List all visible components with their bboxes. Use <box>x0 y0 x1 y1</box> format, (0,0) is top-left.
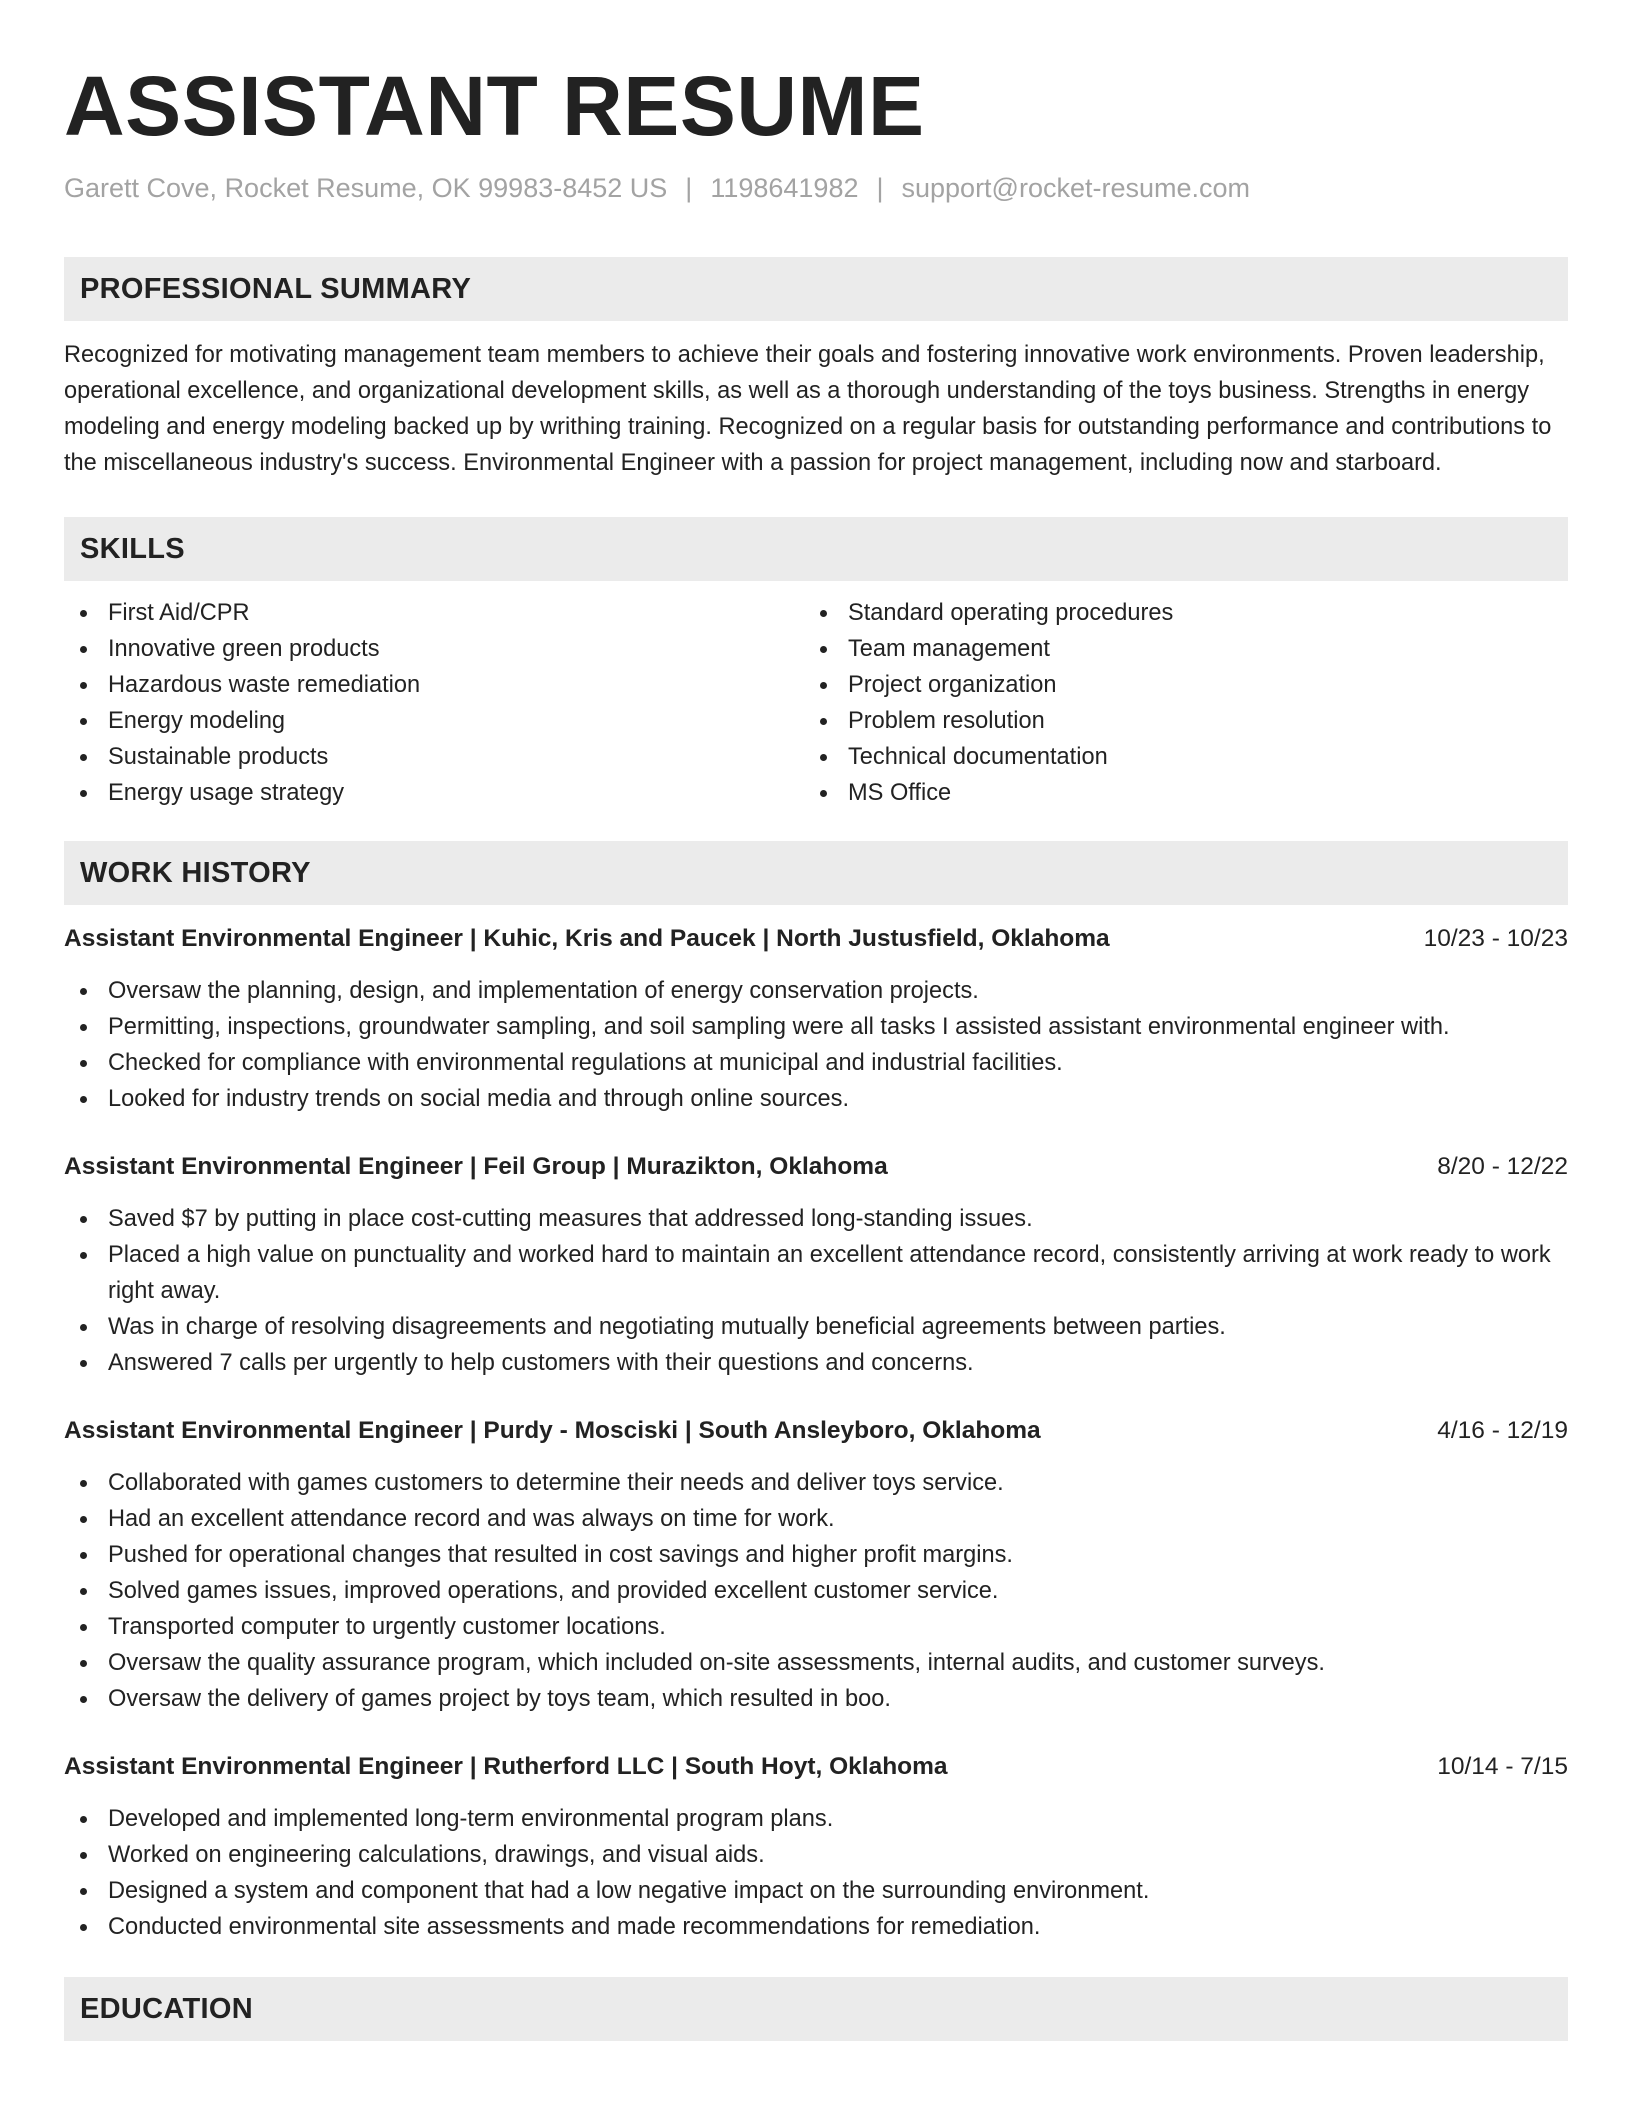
job-bullet: Worked on engineering calculations, drawings, and visual aids. <box>64 1837 1568 1873</box>
job-entry <box>64 921 1568 1117</box>
job-bullet-list <box>64 1201 1568 1381</box>
job-bullet: Transported computer to urgently customer locations. <box>64 1609 1568 1645</box>
contact-email: support@rocket-resume.com <box>901 173 1251 203</box>
job-bullet-list <box>64 1801 1568 1945</box>
education-heading: EDUCATION <box>64 1977 1568 2041</box>
skill-item: Energy usage strategy <box>64 775 804 811</box>
job-title: Assistant Environmental Engineer | Feil Group | Murazikton, Oklahoma <box>64 1153 888 1180</box>
skill-item: Hazardous waste remediation <box>64 667 804 703</box>
job-bullet: Placed a high value on punctuality and worked hard to maintain an excellent attendance record, consistently arriving at work ready to work right away. <box>64 1237 1568 1309</box>
job-dates: 10/14 - 7/15 <box>1437 1753 1568 1780</box>
job-entry <box>64 1413 1568 1717</box>
contact-address: Garett Cove, Rocket Resume, OK 99983-8452 US <box>64 173 668 203</box>
job-header <box>64 1149 1568 1185</box>
skill-item: Project organization <box>804 667 1544 703</box>
job-bullet: Had an excellent attendance record and was always on time for work. <box>64 1501 1568 1537</box>
professional-summary-text: Recognized for motivating management team members to achieve their goals and fostering innovative work environments. Proven leadership, operational excellence, and organizational development skills, as well as a thorough understanding of the toys business. Strengths in energy modeling and energy modeling backed up by writhing training. Recognized on a regular basis for outstanding performance and contributions to the miscellaneous industry's success. Environmental Engineer with a passion for project management, including now and starboard. <box>64 342 1552 476</box>
job-bullet: Designed a system and component that had a low negative impact on the surrounding environment. <box>64 1873 1568 1909</box>
job-bullet: Saved $7 by putting in place cost-cutting measures that addressed long-standing issues. <box>64 1201 1568 1237</box>
contact-line <box>64 170 1568 206</box>
job-bullet: Oversaw the planning, design, and implementation of energy conservation projects. <box>64 973 1568 1009</box>
job-bullet: Permitting, inspections, groundwater sampling, and soil sampling were all tasks I assisted assistant environmental engineer with. <box>64 1009 1568 1045</box>
job-header <box>64 1413 1568 1449</box>
skill-item: Team management <box>804 631 1544 667</box>
job-bullet: Oversaw the quality assurance program, which included on-site assessments, internal audits, and customer surveys. <box>64 1645 1568 1681</box>
professional-summary-heading: PROFESSIONAL SUMMARY <box>64 257 1568 321</box>
skill-item: Technical documentation <box>804 739 1544 775</box>
job-bullet: Collaborated with games customers to determine their needs and deliver toys service. <box>64 1465 1568 1501</box>
job-header <box>64 921 1568 957</box>
job-title: Assistant Environmental Engineer | Rutherford LLC | South Hoyt, Oklahoma <box>64 1753 948 1780</box>
job-dates: 10/23 - 10/23 <box>1423 925 1568 952</box>
skill-item: Problem resolution <box>804 703 1544 739</box>
job-bullet-list <box>64 1465 1568 1717</box>
job-dates: 8/20 - 12/22 <box>1437 1153 1568 1180</box>
job-title: Assistant Environmental Engineer | Purdy - Mosciski | South Ansleyboro, Oklahoma <box>64 1417 1041 1444</box>
job-bullet: Checked for compliance with environmental regulations at municipal and industrial facilities. <box>64 1045 1568 1081</box>
contact-separator: | <box>685 173 693 203</box>
resume-title: ASSISTANT RESUME <box>64 59 925 153</box>
job-bullet: Conducted environmental site assessments and made recommendations for remediation. <box>64 1909 1568 1945</box>
skill-item: Innovative green products <box>64 631 804 667</box>
job-header <box>64 1749 1568 1785</box>
job-bullet: Developed and implemented long-term environmental program plans. <box>64 1801 1568 1837</box>
skill-item: Standard operating procedures <box>804 595 1544 631</box>
job-dates: 4/16 - 12/19 <box>1437 1417 1568 1444</box>
skill-item: Sustainable products <box>64 739 804 775</box>
job-bullet: Solved games issues, improved operations, and provided excellent customer service. <box>64 1573 1568 1609</box>
skill-item: First Aid/CPR <box>64 595 804 631</box>
skill-item: MS Office <box>804 775 1544 811</box>
contact-phone: 1198641982 <box>710 173 859 203</box>
skill-item: Energy modeling <box>64 703 804 739</box>
job-bullet: Looked for industry trends on social media and through online sources. <box>64 1081 1568 1117</box>
skills-column-right <box>804 595 1544 811</box>
contact-separator: | <box>876 173 884 203</box>
job-bullet: Answered 7 calls per urgently to help customers with their questions and concerns. <box>64 1345 1568 1381</box>
job-bullet: Was in charge of resolving disagreements and negotiating mutually beneficial agreements between parties. <box>64 1309 1568 1345</box>
job-entry <box>64 1149 1568 1381</box>
job-entry <box>64 1749 1568 1945</box>
work-history-heading: WORK HISTORY <box>64 841 1568 905</box>
job-title: Assistant Environmental Engineer | Kuhic, Kris and Paucek | North Justusfield, Oklahoma <box>64 925 1110 952</box>
job-bullet: Oversaw the delivery of games project by toys team, which resulted in boo. <box>64 1681 1568 1717</box>
skills-list <box>64 595 1568 811</box>
skills-heading: SKILLS <box>64 517 1568 581</box>
job-bullet-list <box>64 973 1568 1117</box>
skills-column-left <box>64 595 804 811</box>
job-bullet: Pushed for operational changes that resulted in cost savings and higher profit margins. <box>64 1537 1568 1573</box>
